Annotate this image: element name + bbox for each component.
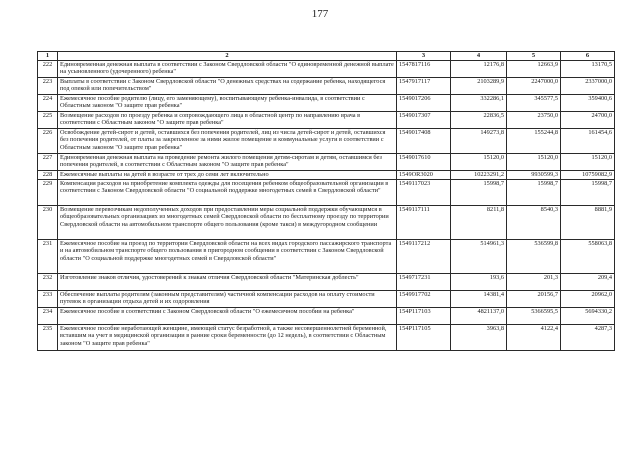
header-col-2: 2 (58, 52, 397, 61)
row-value-col4: 4821137,0 (451, 308, 507, 325)
row-code: 1549017307 (397, 112, 451, 129)
table-body (38, 61, 615, 351)
row-value-col5: 155244,8 (507, 129, 561, 154)
row-code: 1549017206 (397, 95, 451, 112)
table-row (38, 308, 615, 325)
row-value-col5: 12663,9 (507, 61, 561, 78)
row-value-col5: 4122,4 (507, 325, 561, 351)
table-row (38, 291, 615, 308)
table-row (38, 129, 615, 154)
row-value-col6: 15120,0 (561, 154, 615, 171)
row-number: 234 (38, 308, 58, 325)
table-row (38, 274, 615, 291)
row-value-col4: 12176,8 (451, 61, 507, 78)
row-value-col5: 20156,7 (507, 291, 561, 308)
row-value-col5: 345577,5 (507, 95, 561, 112)
row-number: 224 (38, 95, 58, 112)
row-value-col4: 15120,0 (451, 154, 507, 171)
row-code: 1549117111 (397, 206, 451, 240)
row-number: 228 (38, 171, 58, 180)
row-value-col5: 15120,0 (507, 154, 561, 171)
row-number: 229 (38, 180, 58, 206)
row-value-col6: 5694330,2 (561, 308, 615, 325)
row-value-col6: 2337000,0 (561, 78, 615, 95)
row-value-col6: 209,4 (561, 274, 615, 291)
row-value-col6: 4287,3 (561, 325, 615, 351)
row-value-col4: 10223291,2 (451, 171, 507, 180)
row-code: 1547917117 (397, 78, 451, 95)
row-code: 1549717231 (397, 274, 451, 291)
table-row (38, 325, 615, 351)
table-row (38, 61, 615, 78)
row-value-col6: 359400,6 (561, 95, 615, 112)
table-row (38, 154, 615, 171)
table-row (38, 95, 615, 112)
row-number: 233 (38, 291, 58, 308)
row-code: 1549917702 (397, 291, 451, 308)
row-value-col6: 10759082,9 (561, 171, 615, 180)
row-value-col6: 20962,0 (561, 291, 615, 308)
row-value-col5: 536599,8 (507, 240, 561, 274)
table-row (38, 112, 615, 129)
header-col-4: 4 (451, 52, 507, 61)
table-row (38, 171, 615, 180)
header-col-3: 3 (397, 52, 451, 61)
row-value-col5: 9930599,3 (507, 171, 561, 180)
row-value-col6: 24700,0 (561, 112, 615, 129)
row-code: 1549117212 (397, 240, 451, 274)
row-description: Единовременная денежная выплата на проведение ремонта жилого помещения детям-сиротам и детям, оставшимся без попечения родителей, в соответствии с Областным законом "О защите прав ребенка" (58, 154, 397, 171)
row-code: 1549017408 (397, 129, 451, 154)
row-value-col4: 332286,1 (451, 95, 507, 112)
row-value-col5: 15998,7 (507, 180, 561, 206)
row-description: Возмещение перевозчикам недополученных доходов при предоставлении меры социальной поддержки обучающимся в общеобразовательных организациях из многодетных семей Свердловской области по бесплатному проезду по территории Свердловской области на автомобильном транспорте общего пользования (кроме такси) в междугородном сообщении (58, 206, 397, 240)
row-description: Ежемесячное пособие неработающей женщине, имеющей статус безработной, а также несовершеннолетней беременной, вставшим на учет в медицинской организации в ранние сроки беременности (до 12 недель), в соответствии с Областным законом "О защите прав ребенка" (58, 325, 397, 351)
row-code: 1547817116 (397, 61, 451, 78)
row-code: 1549017610 (397, 154, 451, 171)
page-number: 177 (311, 8, 329, 20)
row-value-col5: 8540,3 (507, 206, 561, 240)
row-value-col5: 23750,0 (507, 112, 561, 129)
row-description: Освобождение детей-сирот и детей, оставшихся без попечения родителей, лиц из числа детей-сирот и детей, оставшихся без попечения родителей, от платы за закрепленное за ними жилое помещение и коммунальные услуги в соответствии с Областным законом "О защите прав ребенка" (58, 129, 397, 154)
row-number: 230 (38, 206, 58, 240)
budget-table (37, 51, 615, 351)
row-number: 232 (38, 274, 58, 291)
row-description: Изготовление знаков отличия, удостоверений к знакам отличия Свердловской области "Материнская доблесть" (58, 274, 397, 291)
row-value-col4: 14381,4 (451, 291, 507, 308)
row-value-col5: 5366595,5 (507, 308, 561, 325)
row-value-col6: 15998,7 (561, 180, 615, 206)
row-value-col4: 514961,3 (451, 240, 507, 274)
row-description: Ежемесячные выплаты на детей в возрасте от трех до семи лет включительно (58, 171, 397, 180)
row-number: 226 (38, 129, 58, 154)
row-description: Ежемесячное пособие на проезд по территории Свердловской области на всех видах городского пассажирского транспорта и на автомобильном транспорте общего пользования в пригородном сообщении в соответствии с Законом Свердловской области "О социальной поддержке многодетных семей в Свердловской области" (58, 240, 397, 274)
row-value-col4: 3963,8 (451, 325, 507, 351)
row-number: 227 (38, 154, 58, 171)
row-value-col6: 13170,5 (561, 61, 615, 78)
row-number: 223 (38, 78, 58, 95)
header-row (38, 52, 615, 61)
row-value-col4: 149273,8 (451, 129, 507, 154)
row-description: Выплаты в соответствии с Законом Свердловской области "О денежных средствах на содержание ребенка, находящегося под опекой или попечительством" (58, 78, 397, 95)
row-description: Компенсация расходов на приобретение комплекта одежды для посещения ребенком общеобразовательной организации в соответствии с Законом Свердловской области "О социальной поддержке многодетных семей в Свердловской области" (58, 180, 397, 206)
header-col-1: 1 (38, 52, 58, 61)
row-description: Обеспечение выплаты родителям (законным представителям) частичной компенсации расходов на оплату стоимости путевок в организации отдыха детей и их оздоровления (58, 291, 397, 308)
row-code: 154P117103 (397, 308, 451, 325)
row-number: 231 (38, 240, 58, 274)
table-row (38, 180, 615, 206)
header-col-5: 5 (507, 52, 561, 61)
row-description: Ежемесячное пособие в соответствии с Законом Свердловской области "О ежемесячном пособии на ребенка" (58, 308, 397, 325)
row-value-col4: 15998,7 (451, 180, 507, 206)
row-code: 154P117105 (397, 325, 451, 351)
row-value-col6: 161454,6 (561, 129, 615, 154)
row-value-col4: 22836,5 (451, 112, 507, 129)
row-description: Возмещение расходов по проезду ребенка и сопровождающего лица в областной центр по направлению врача в соответствии с Областным законом "О защите прав ребенка" (58, 112, 397, 129)
row-value-col5: 2247000,0 (507, 78, 561, 95)
row-code: 1549OR3020 (397, 171, 451, 180)
row-number: 222 (38, 61, 58, 78)
header-col-6: 6 (561, 52, 615, 61)
row-value-col4: 193,6 (451, 274, 507, 291)
table-row (38, 78, 615, 95)
row-code: 1549117023 (397, 180, 451, 206)
row-number: 235 (38, 325, 58, 351)
table-row (38, 206, 615, 240)
row-description: Ежемесячное пособие родителю (лицу, его заменяющему), воспитывающему ребенка-инвалида, в соответствии с Областным законом "О защите прав ребенка" (58, 95, 397, 112)
row-value-col4: 8211,8 (451, 206, 507, 240)
row-value-col6: 558063,8 (561, 240, 615, 274)
row-value-col6: 8881,9 (561, 206, 615, 240)
table-row (38, 240, 615, 274)
row-value-col4: 2103289,9 (451, 78, 507, 95)
row-number: 225 (38, 112, 58, 129)
row-value-col5: 201,3 (507, 274, 561, 291)
row-description: Единовременная денежная выплата в соответствии с Законом Свердловской области "О единовременной денежной выплате на усыновленного (удочеренного) ребенка" (58, 61, 397, 78)
